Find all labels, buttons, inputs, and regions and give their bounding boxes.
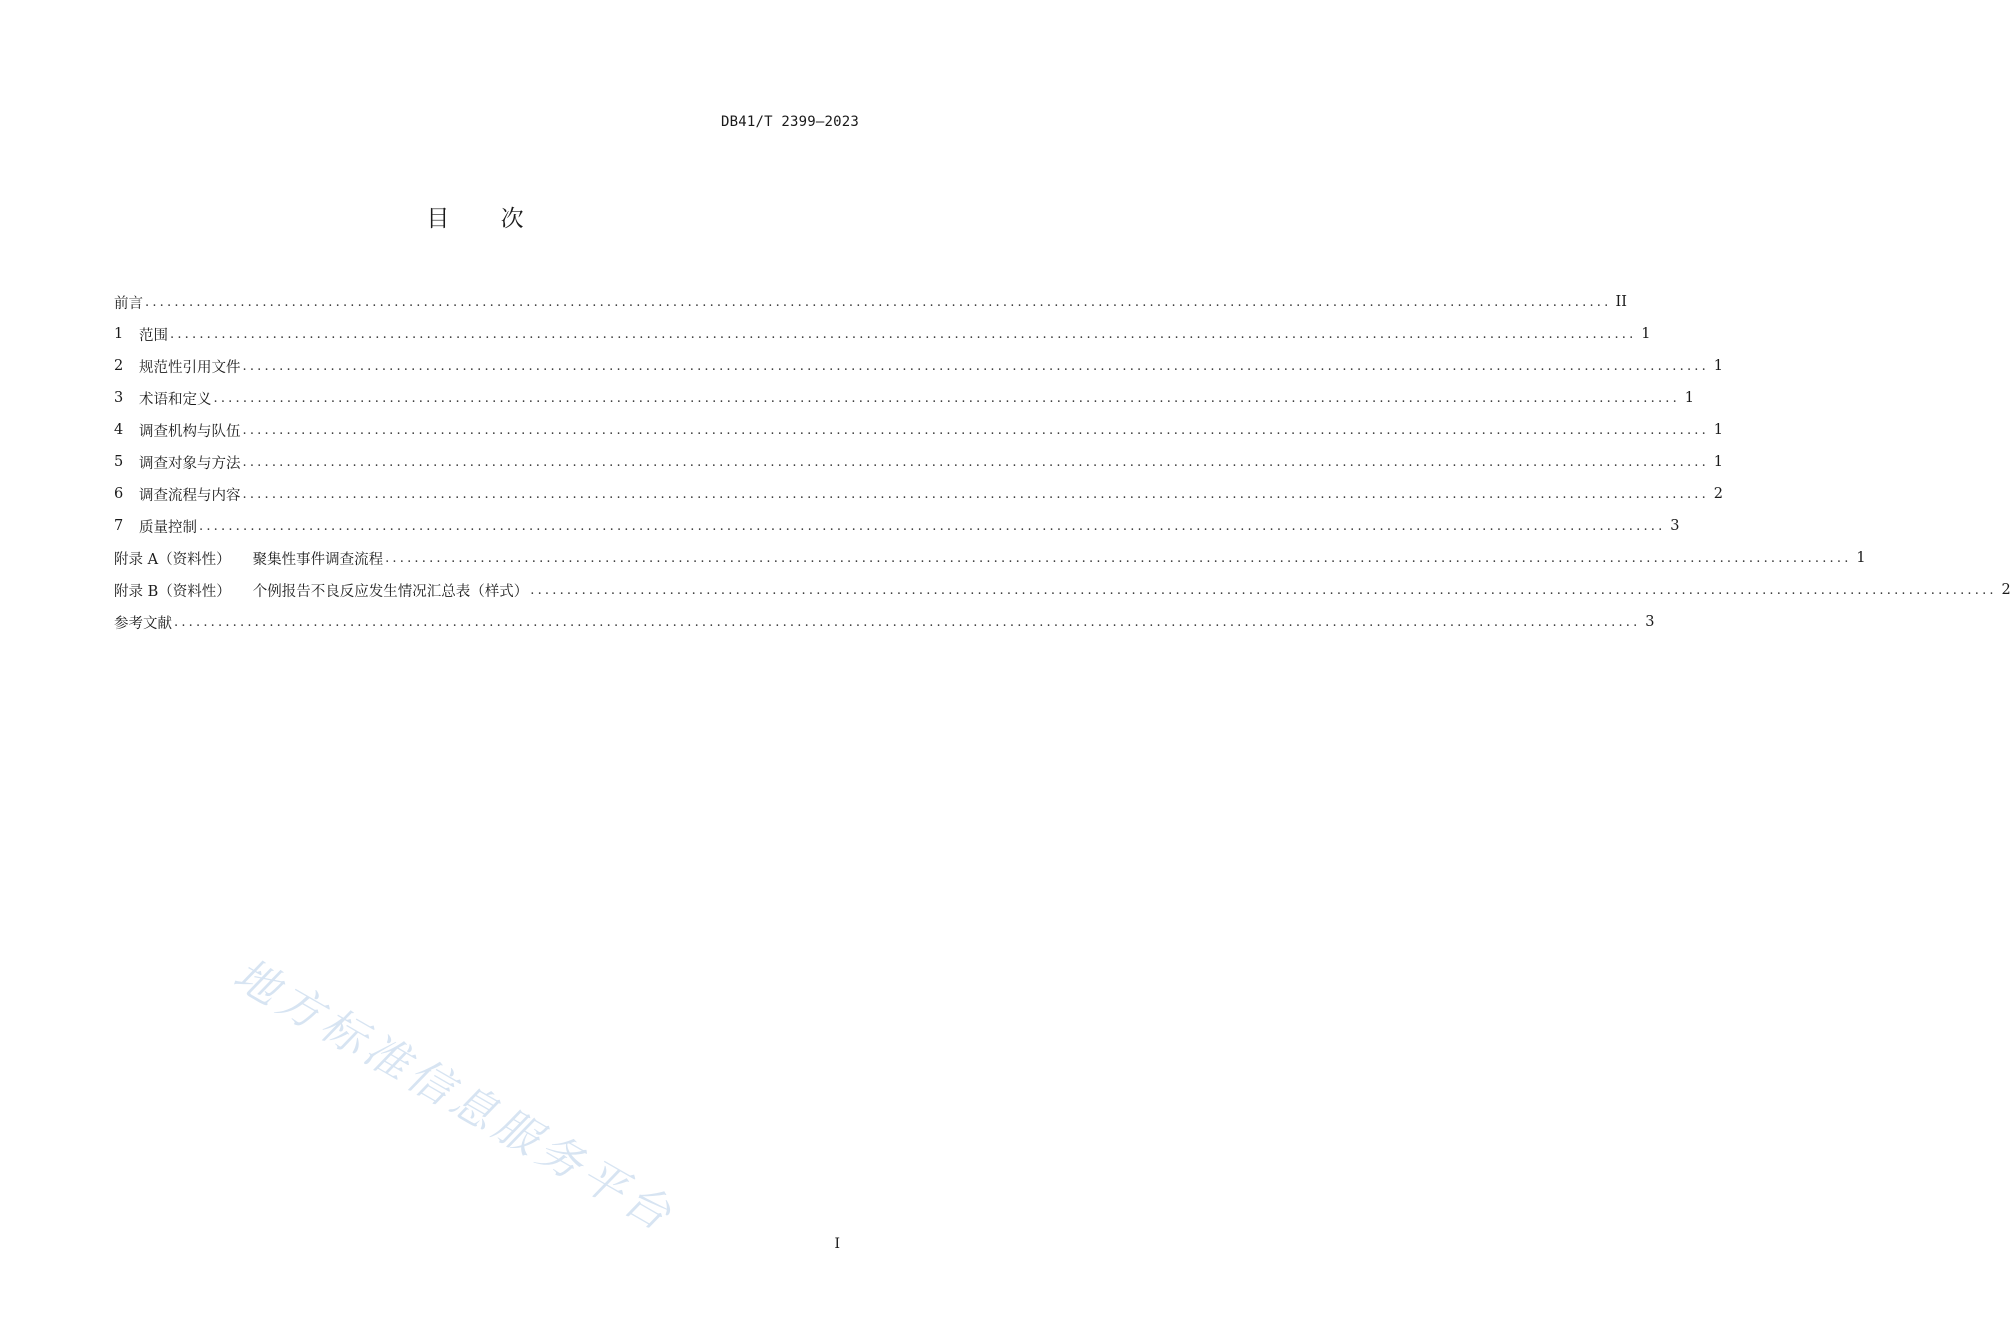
- title-char-2: 次: [500, 206, 524, 232]
- toc-entry-number: 5: [114, 454, 124, 470]
- page-number: I: [834, 1236, 840, 1252]
- toc-dot-leader: ........................................................................................................................................................................................................: [199, 518, 1666, 534]
- toc-entry-page: 1: [1684, 390, 1694, 406]
- toc-entry-page: 1: [1641, 326, 1651, 342]
- toc-entry-page: 1: [1713, 358, 1723, 374]
- toc-entry-foreword[interactable]: [114, 286, 1627, 318]
- page-title: [0, 200, 950, 233]
- toc-dot-leader: ........................................................................................................................................................................................................: [242, 358, 1709, 374]
- toc-entry-page: 2: [2001, 582, 2011, 598]
- watermark: 地方标准信息服务平台: [225, 948, 684, 1243]
- toc-entry-label: 规范性引用文件: [139, 359, 241, 376]
- toc-entry-page: 1: [1713, 454, 1723, 470]
- toc-entry-number: 1: [114, 326, 124, 342]
- toc-entry-label: 个例报告不良反应发生情况汇总表（样式）: [252, 583, 529, 600]
- toc-entry-process-content[interactable]: [114, 478, 1723, 510]
- toc-entry-scope[interactable]: [114, 318, 1651, 350]
- toc-entry-subjects-methods[interactable]: [114, 446, 1723, 478]
- toc-entry-references[interactable]: [114, 606, 1655, 638]
- toc-entry-page: 2: [1713, 486, 1723, 502]
- toc-entry-label: 术语和定义: [139, 391, 212, 408]
- toc-entry-page: 1: [1856, 550, 1866, 566]
- toc-dot-leader: ........................................................................................................................................................................................................: [174, 614, 1641, 630]
- toc-entry-label: 调查对象与方法: [139, 455, 241, 472]
- toc-dot-leader: ........................................................................................................................................................................................................: [242, 422, 1709, 438]
- toc-entry-page: II: [1615, 294, 1627, 310]
- toc-entry-normative-references[interactable]: [114, 350, 1723, 382]
- toc-entry-page: 1: [1713, 422, 1723, 438]
- toc-entry-label: 聚集性事件调查流程: [252, 551, 384, 568]
- toc-entry-appendix-a[interactable]: [114, 542, 1866, 574]
- table-of-contents: [114, 286, 2011, 638]
- toc-dot-leader: ........................................................................................................................................................................................................: [213, 390, 1680, 406]
- toc-dot-leader: ........................................................................................................................................................................................................: [170, 326, 1637, 342]
- toc-entry-terms-definitions[interactable]: [114, 382, 1694, 414]
- title-char-1: 目: [426, 206, 450, 232]
- toc-entry-label: 前言: [114, 295, 143, 312]
- toc-entry-prefix: 附录 A（资料性）: [114, 551, 231, 568]
- toc-entry-number: 4: [114, 422, 124, 438]
- toc-entry-page: 3: [1670, 518, 1680, 534]
- document-code: DB41/T 2399—2023: [720, 114, 859, 130]
- toc-entry-number: 7: [114, 518, 124, 534]
- toc-entry-page: 3: [1645, 614, 1655, 630]
- toc-entry-prefix: 附录 B（资料性）: [114, 583, 231, 600]
- toc-dot-leader: ........................................................................................................................................................................................................: [242, 486, 1709, 502]
- toc-dot-leader: ........................................................................................................................................................................................................: [385, 550, 1852, 566]
- toc-entry-institutions-team[interactable]: [114, 414, 1723, 446]
- toc-entry-label: 参考文献: [114, 615, 172, 632]
- toc-entry-label: 范围: [139, 327, 168, 344]
- toc-entry-appendix-b[interactable]: [114, 574, 2011, 606]
- toc-entry-number: 2: [114, 358, 124, 374]
- toc-dot-leader: ........................................................................................................................................................................................................: [242, 454, 1709, 470]
- toc-entry-number: 6: [114, 486, 124, 502]
- toc-entry-number: 3: [114, 390, 124, 406]
- toc-entry-label: 调查机构与队伍: [139, 423, 241, 440]
- toc-entry-label: 质量控制: [139, 519, 197, 536]
- toc-entry-label: 调查流程与内容: [139, 487, 241, 504]
- toc-dot-leader: ........................................................................................................................................................................................................: [145, 294, 1612, 310]
- toc-entry-quality-control[interactable]: [114, 510, 1680, 542]
- toc-dot-leader: ........................................................................................................................................................................................................: [530, 582, 1997, 598]
